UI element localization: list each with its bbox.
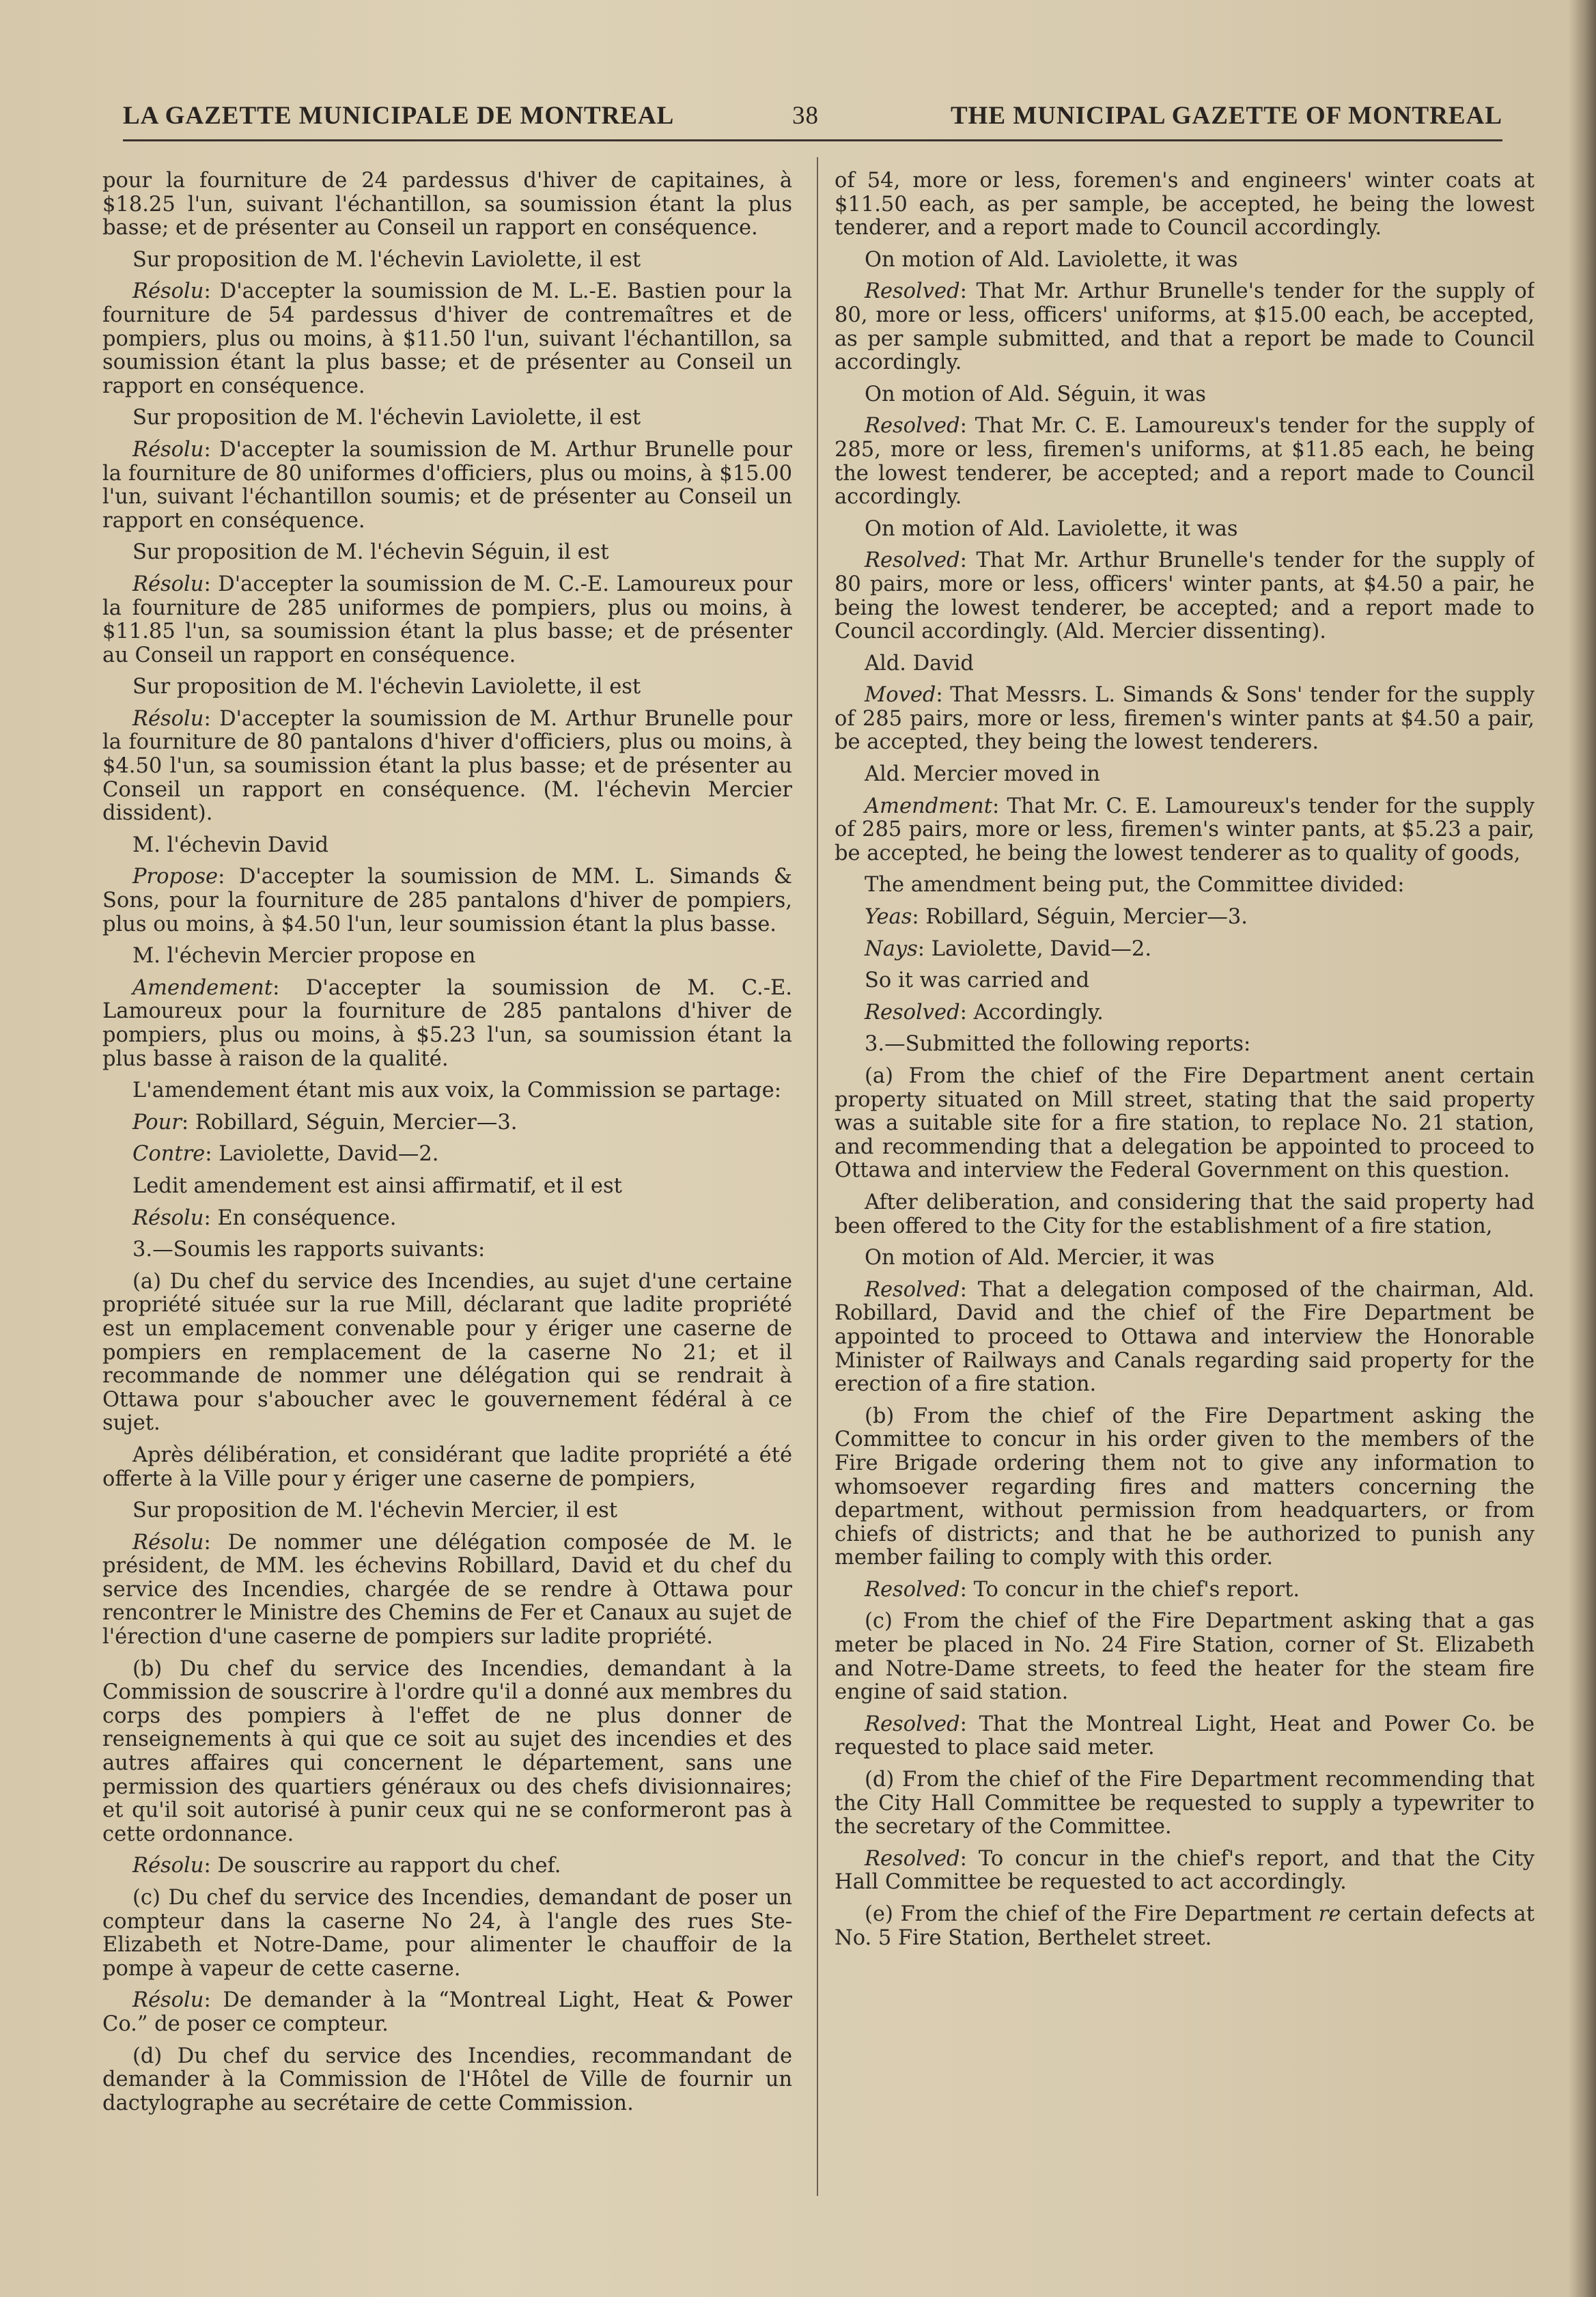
paragraph-text: (d) Du chef du service des Incendies, recommandant de demander à la Commission de l'Hôtel de Ville de fournir un dactylographe au secrétaire de cette Commission. <box>102 2044 792 2115</box>
paragraph <box>102 249 792 273</box>
paragraph <box>102 1658 792 1847</box>
paragraph <box>835 1001 1535 1025</box>
paragraph-text: Ald. David <box>865 651 974 676</box>
paragraph <box>835 1610 1535 1704</box>
paragraph <box>102 1444 792 1491</box>
paragraph <box>835 169 1535 240</box>
paragraph <box>835 795 1535 866</box>
french-masthead: LA GAZETTE MUNICIPALE DE MONTREAL <box>123 102 675 130</box>
paragraph-text: On motion of Ald. Séguin, it was <box>865 382 1206 406</box>
english-column <box>835 169 1535 2212</box>
paragraph-label: Resolved <box>865 1712 960 1736</box>
paragraph <box>835 1065 1535 1183</box>
paragraph-label: Résolu <box>132 279 204 304</box>
page-number: 38 <box>792 102 819 130</box>
paragraph-text: : Robillard, Séguin, Mercier—3. <box>912 905 1248 930</box>
paragraph-text-tail: certain defects at No. 5 Fire Station, Berthelet street. <box>835 1902 1535 1950</box>
paragraph-text: On motion of Ald. Laviolette, it was <box>865 247 1238 272</box>
paragraph-text: : That a delegation composed of the chairman, Ald. Robillard, David and the chief of the Fire Department be appointed to proceed to Ottawa and interview the Honorable Minister of Railways and Canals regarding said property for the erection of a fire station. <box>835 1277 1535 1397</box>
paragraph-text: After deliberation, and considering that the said property had been offered to the City for the establishment of a fire station, <box>835 1190 1535 1238</box>
paragraph-text: : That Mr. Arthur Brunelle's tender for the supply of 80, more or less, officers' uniforms, at $15.00 each, be accepted, as per sample submitted, and that a report be made to Council accordingly. <box>835 279 1535 375</box>
paragraph <box>102 1079 792 1103</box>
paragraph-text: (c) From the chief of the Fire Department asking that a gas meter be placed in No. 24 Fire Station, corner of St. Elizabeth and Notre-Dame streets, to feed the heater for the steam fire engine of said station. <box>835 1609 1535 1705</box>
paragraph <box>835 684 1535 755</box>
paragraph-text: : D'accepter la soumission de MM. L. Simands & Sons, pour la fourniture de 285 pantalons d'hiver de pompiers, plus ou moins, à $4.50 l'un, leur soumission étant la plus basse. <box>102 865 792 936</box>
paragraph-label: Resolved <box>865 279 960 304</box>
paragraph-label: Nays <box>865 936 918 961</box>
paragraph-label: Yeas <box>865 905 912 930</box>
paragraph-text: (e) From the chief of the Fire Department <box>865 1902 1311 1926</box>
paragraph-text: : De demander à la “Montreal Light, Heat & Power Co.” de poser ce compteur. <box>102 1988 792 2036</box>
paragraph-text: (b) Du chef du service des Incendies, demandant à la Commission de souscrire à l'ordre qu'il a donné aux membres du corps des pompiers à l'effet de ne plus donner de renseignements à qui que ce soit au sujet des incendies et des autres affaires qui concernent le département, sans une permission des quartiers généraux ou des chefs divisionnaires; et qu'il soit autorisé à punir ceux qui ne se conformeront pas à cette ordonnance. <box>102 1656 792 1846</box>
paragraph-label: Resolved <box>865 548 960 573</box>
paragraph-label: Contre <box>132 1142 206 1167</box>
paragraph-label: Amendment <box>865 794 993 818</box>
paragraph <box>835 249 1535 273</box>
paragraph-text: : That Messrs. L. Simands & Sons' tender for the supply of 285 pairs, more or less, firemen's winter pants at $4.50 a pair, be accepted, they being the lowest tenderers. <box>835 683 1535 755</box>
paragraph <box>102 708 792 826</box>
paragraph <box>102 169 792 240</box>
paragraph-label: Résolu <box>132 1206 204 1230</box>
paragraph-text: : D'accepter la soumission de M. C.-E. Lamoureux pour la fourniture de 285 pantalons d'hiver de pompiers, plus ou moins, à $5.23 l'un, sa soumission étant la plus basse à raison de la qualité. <box>102 975 792 1071</box>
paragraph-text: (d) From the chief of the Fire Department recommending that the City Hall Committee be requested to supply a typewriter to the secretary of the Committee. <box>835 1768 1535 1839</box>
paragraph <box>102 1207 792 1231</box>
paragraph <box>835 1033 1535 1057</box>
paragraph-text: 3.—Submitted the following reports: <box>865 1032 1251 1057</box>
paragraph <box>835 1768 1535 1839</box>
header-rule <box>123 139 1502 141</box>
paragraph <box>102 834 792 858</box>
paragraph-label: Resolved <box>865 1000 960 1025</box>
column-divider <box>817 157 818 2196</box>
paragraph <box>835 1247 1535 1270</box>
paragraph <box>835 1191 1535 1238</box>
paragraph <box>835 383 1535 407</box>
paragraph <box>102 2045 792 2116</box>
paragraph-label: Résolu <box>132 1988 204 2013</box>
paragraph-text: So it was carried and <box>865 969 1090 993</box>
paragraph <box>835 763 1535 787</box>
page-header <box>123 101 1502 133</box>
paragraph <box>835 1578 1535 1602</box>
paragraph <box>835 906 1535 930</box>
paragraph <box>835 874 1535 897</box>
paragraph-text: L'amendement étant mis aux voix, la Commission se partage: <box>132 1078 782 1103</box>
paragraph-text: Sur proposition de M. l'échevin Laviolette, il est <box>132 406 641 430</box>
paragraph <box>102 438 792 533</box>
paragraph-label: Propose <box>132 865 219 889</box>
paragraph-text: M. l'échevin David <box>132 833 329 857</box>
paragraph-text: : Laviolette, David—2. <box>917 936 1152 961</box>
paragraph <box>102 1989 792 2036</box>
paragraph-text: M. l'échevin Mercier propose en <box>132 944 476 969</box>
paragraph <box>835 1903 1535 1950</box>
paragraph-text: Sur proposition de M. l'échevin Laviolette, il est <box>132 247 641 272</box>
paragraph <box>102 865 792 936</box>
paragraph <box>835 938 1535 962</box>
paragraph-text: : De souscrire au rapport du chef. <box>204 1854 561 1878</box>
paragraph-text: : De nommer une délégation composée de M. le président, de MM. les échevins Robillard, David et du chef du service des Incendies, chargée de se rendre à Ottawa pour rencontrer le Ministre des Chemins de Fer et Canaux au sujet de l'érection d'une caserne de pompiers sur ladite propriété. <box>102 1530 792 1649</box>
paragraph <box>102 1143 792 1167</box>
paragraph-text: : D'accepter la soumission de M. Arthur Brunelle pour la fourniture de 80 uniformes d'officiers, plus ou moins, à $15.00 l'un, suivant l'échantillon soumis; et de présenter au Conseil un rapport en conséquence. <box>102 437 792 533</box>
paragraph-text: : That Mr. Arthur Brunelle's tender for the supply of 80 pairs, more or less, officers' winter pants, at $4.50 a pair, he being the lowest tenderer, be accepted; and a report made to Council accordingly. (Ald. Mercier dissenting). <box>835 548 1535 644</box>
paragraph-text: On motion of Ald. Laviolette, it was <box>865 516 1238 541</box>
paragraph-text: : To concur in the chief's report. <box>960 1577 1300 1602</box>
paragraph <box>102 1175 792 1199</box>
paragraph-text: The amendment being put, the Committee divided: <box>865 873 1405 897</box>
paragraph-label: Resolved <box>865 1846 960 1871</box>
paragraph-text: Sur proposition de M. l'échevin Laviolette, il est <box>132 675 641 699</box>
paragraph-label: Résolu <box>132 1854 204 1878</box>
paragraph-label: Resolved <box>865 1277 960 1302</box>
paragraph-text: On motion of Ald. Mercier, it was <box>865 1246 1215 1270</box>
paragraph-text: (b) From the chief of the Fire Department asking the Committee to concur in his order given to the members of the Fire Brigade ordering them not to give any information to whomsoever regarding fires and matters concerning the department, without permission from headquarters, or from chiefs of districts; and that he be authorized to punish any member failing to comply with this order. <box>835 1404 1535 1570</box>
paragraph-text: : D'accepter la soumission de M. C.-E. Lamoureux pour la fourniture de 285 uniformes de pompiers, plus ou moins, à $11.85 l'un, sa soumission étant la plus basse; et de présenter au Conseil un rapport en conséquence. <box>102 572 792 667</box>
paragraph <box>835 1848 1535 1895</box>
paragraph <box>102 406 792 430</box>
paragraph-text: : That the Montreal Light, Heat and Power Co. be requested to place said meter. <box>835 1712 1535 1760</box>
paragraph <box>102 945 792 969</box>
paragraph <box>102 977 792 1071</box>
paragraph-text: (a) From the chief of the Fire Department anent certain property situated on Mill street, stating that the said property was a suitable site for a fire station, to replace No. 21 station, and recommending that a delegation be appointed to proceed to Ottawa and interview the Federal Government on this question. <box>835 1064 1535 1183</box>
paragraph-text: : Robillard, Séguin, Mercier—3. <box>181 1110 518 1134</box>
paragraph-label: Amendement <box>132 975 273 1000</box>
paragraph <box>835 415 1535 509</box>
paragraph <box>835 1405 1535 1570</box>
paragraph-text: of 54, more or less, foremen's and engineers' winter coats at $11.50 each, as per sample, be accepted, he being the lowest tenderer, and a report made to Council accordingly. <box>835 169 1535 240</box>
paragraph-text: : Laviolette, David—2. <box>205 1142 439 1167</box>
french-column <box>102 169 792 2212</box>
paragraph <box>835 969 1535 993</box>
paragraph-label: Résolu <box>132 706 204 731</box>
paragraph-text: : D'accepter la soumission de M. Arthur Brunelle pour la fourniture de 80 pantalons d'hiver d'officiers, plus ou moins, à $4.50 l'un, sa soumission étant la plus basse; et de présenter au Conseil un rapport en conséquence. (M. l'échevin Mercier dissident). <box>102 706 792 826</box>
paragraph <box>102 1531 792 1649</box>
paragraph-text: 3.—Soumis les rapports suivants: <box>132 1238 486 1262</box>
paragraph <box>102 1270 792 1436</box>
paragraph <box>835 1279 1535 1397</box>
paragraph <box>102 1499 792 1523</box>
paragraph <box>102 541 792 565</box>
paragraph <box>102 1238 792 1262</box>
paragraph <box>835 549 1535 643</box>
paragraph-text: : That Mr. C. E. Lamoureux's tender for the supply of 285, more or less, firemen's uniforms, at $11.85 each, he being the lowest tenderer, be accepted; and a report made to Council accordingly. <box>835 414 1535 510</box>
paragraph-text: Après délibération, et considérant que ladite propriété a été offerte à la Ville pour y ériger une caserne de pompiers, <box>102 1443 792 1491</box>
paragraph-label: Moved <box>865 683 936 708</box>
paragraph-label: Résolu <box>132 1530 204 1555</box>
paragraph <box>835 280 1535 374</box>
paragraph <box>835 1713 1535 1760</box>
paragraph-text: pour la fourniture de 24 pardessus d'hiver de capitaines, à $18.25 l'un, suivant l'échantillon, sa soumission étant la plus basse; et de présenter au Conseil un rapport en conséquence. <box>102 169 792 240</box>
paragraph-text: (a) Du chef du service des Incendies, au sujet d'une certaine propriété située sur la rue Mill, déclarant que ladite propriété est un emplacement convenable pour y ériger une caserne de pompiers en remplacement de la caserne No 21; et il recommande de nommer une délégation qui se rendrait à Ottawa pour s'aboucher avec le gouvernement fédéral à ce sujet. <box>102 1269 792 1436</box>
binding-shadow <box>1569 0 1596 2297</box>
paragraph-italic: re <box>1318 1902 1341 1926</box>
paragraph-text: : To concur in the chief's report, and that the City Hall Committee be requested to act accordingly. <box>835 1846 1535 1895</box>
paragraph-label: Pour <box>132 1110 182 1134</box>
paragraph-text: Sur proposition de M. l'échevin Mercier, il est <box>132 1499 617 1523</box>
paragraph <box>102 573 792 667</box>
paragraph <box>102 1854 792 1878</box>
paragraph <box>835 652 1535 676</box>
english-masthead: THE MUNICIPAL GAZETTE OF MONTREAL <box>950 102 1502 130</box>
paragraph-label: Résolu <box>132 572 204 596</box>
paragraph-text: : Accordingly. <box>960 1000 1104 1025</box>
paragraph <box>102 1111 792 1135</box>
paragraph <box>835 518 1535 542</box>
paragraph-text: : En conséquence. <box>204 1206 397 1230</box>
paragraph-text: (c) Du chef du service des Incendies, demandant de poser un compteur dans la caserne No 24, à l'angle des rues Ste-Elizabeth et Notre-Dame, pour alimenter le chauffoir de la pompe à vapeur de cette caserne. <box>102 1886 792 1981</box>
paragraph <box>102 676 792 699</box>
paragraph-text: Ledit amendement est ainsi affirmatif, et il est <box>132 1173 622 1198</box>
paragraph-text: : That Mr. C. E. Lamoureux's tender for the supply of 285 pairs, more or less, firemen's winter pants, at $5.23 a pair, be accepted, he being the lowest tenderer as to quality of goods, <box>835 794 1535 865</box>
paragraph <box>102 280 792 398</box>
paragraph-label: Resolved <box>865 1577 960 1602</box>
paragraph-label: Resolved <box>865 414 960 438</box>
paragraph-label: Résolu <box>132 437 204 462</box>
paragraph-text: Ald. Mercier moved in <box>865 762 1100 787</box>
paragraph-text: Sur proposition de M. l'échevin Séguin, il est <box>132 540 609 565</box>
paragraph-text: : D'accepter la soumission de M. L.-E. Bastien pour la fourniture de 54 pardessus d'hiver de contremaîtres et de pompiers, plus ou moins, à $11.50 l'un, suivant l'échantillon, sa soumission étant la plus basse; et de présenter au Conseil un rapport en conséquence. <box>102 279 792 398</box>
paragraph <box>102 1887 792 1981</box>
